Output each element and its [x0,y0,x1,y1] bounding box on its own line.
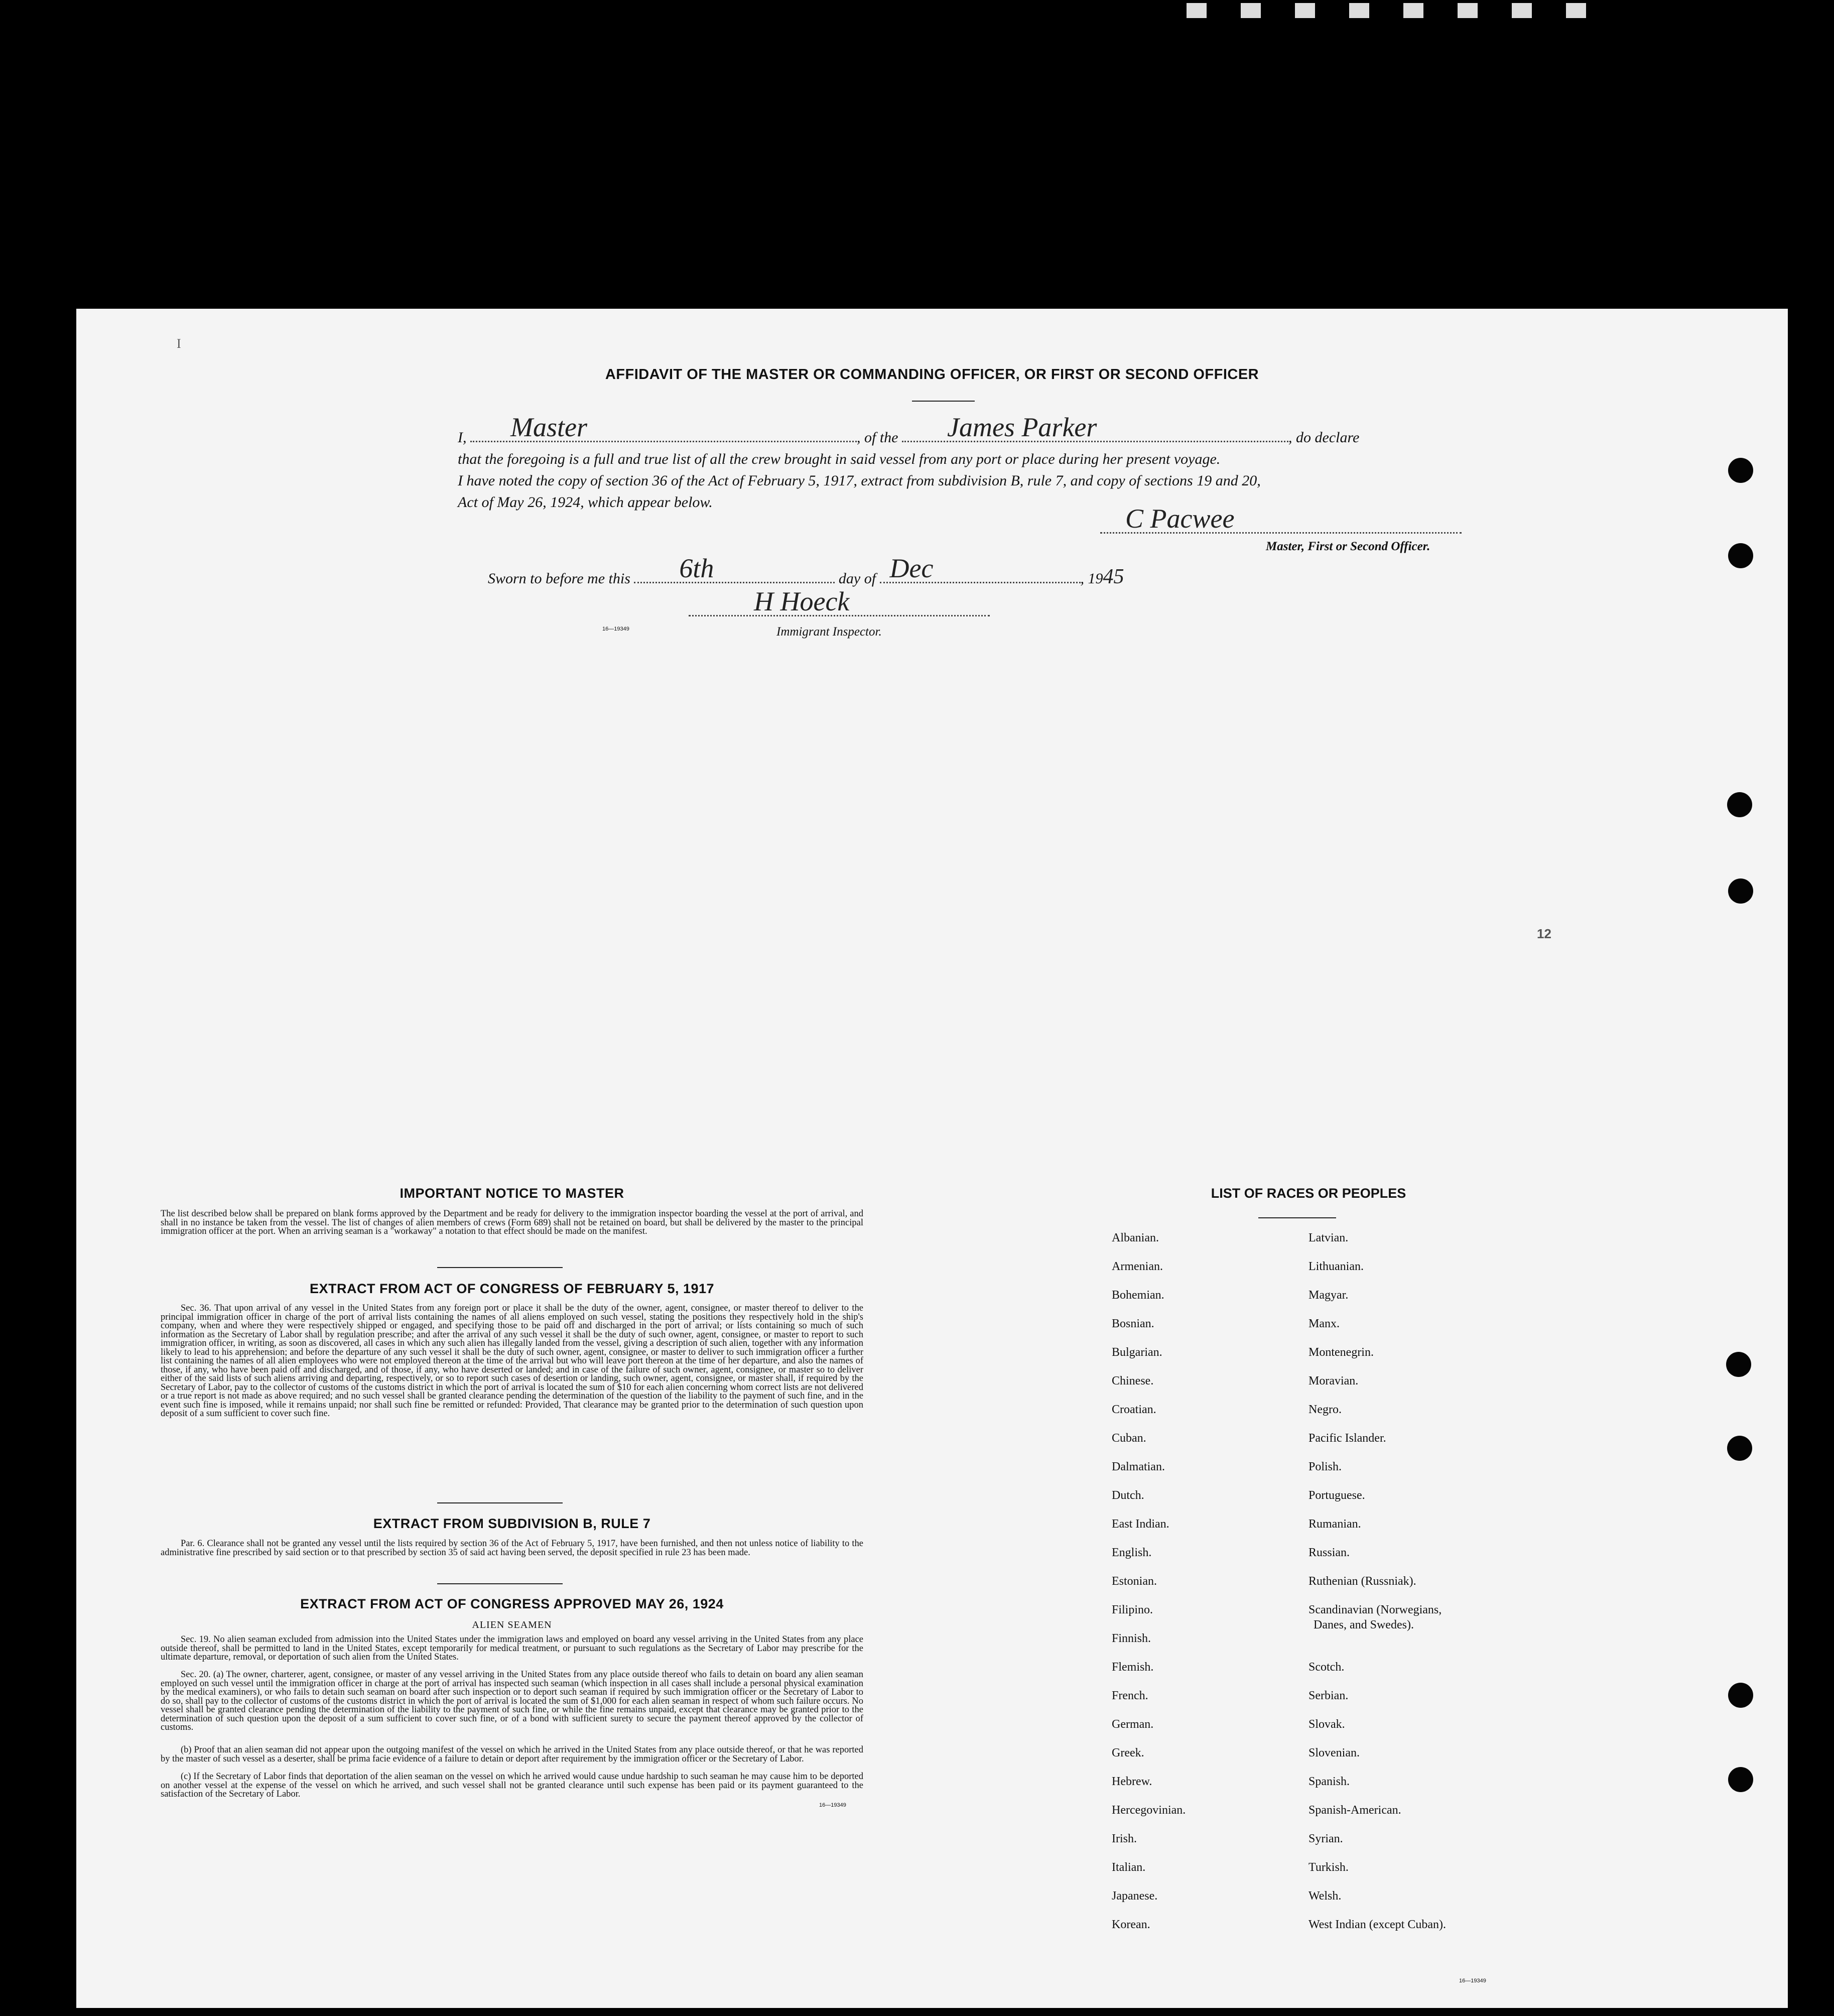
race-item: Danes, and Swedes). [1314,1618,1414,1631]
race-item: Hebrew. [1112,1775,1152,1788]
sec-20c-body: (c) If the Secretary of Labor finds that deportation of the alien seaman on the vessel on which he arrived would cause undue hardship to such seaman he may cause him to be deported on another vessel at the expense of the vessel on which he arrived, and such vessel shall not be granted clearance until such expense has been paid or its payment guaranteed to the satisfaction of the Secretary of Labor. [161,1772,863,1799]
race-item: Turkish. [1308,1861,1349,1874]
race-item: Finnish. [1112,1632,1151,1645]
punch-hole [1727,792,1752,817]
divider [912,401,975,402]
sec-20b-body: (b) Proof that an alien seaman did not appear upon the outgoing manifest of the vessel on which he arrived in the United States from any place outside thereof, or that he was reported by the master of such vessel as a deserter, shall be prima facie evidence of a failure to detain or deport after requirement by the immigration officer or the Secretary of Labor. [161,1745,863,1764]
race-item: English. [1112,1546,1152,1559]
race-item: Latvian. [1308,1231,1349,1244]
race-item: Lithuanian. [1308,1260,1364,1273]
divider [1258,1217,1336,1218]
day-field [634,553,835,583]
race-item: Bulgarian. [1112,1346,1162,1359]
handwritten-month: Dec [889,553,934,583]
race-item: Japanese. [1112,1889,1158,1903]
extract-1917-title: EXTRACT FROM ACT OF CONGRESS OF FEBRUARY 5, 1917 [309,1281,715,1296]
divider [437,1267,563,1268]
inspector-signature: H Hoeck [754,586,850,616]
races-title: LIST OF RACES OR PEOPLES [1211,1186,1406,1201]
divider [437,1583,563,1584]
race-item: German. [1112,1718,1154,1731]
side-number: 12 [1537,926,1551,941]
sworn-label: Sworn to before me this [488,570,630,587]
punch-hole [1728,458,1753,483]
notice-title: IMPORTANT NOTICE TO MASTER [400,1186,624,1201]
master-name-field [470,412,857,442]
race-item: Magyar. [1308,1289,1349,1302]
race-item: Scotch. [1308,1661,1345,1674]
race-item: Armenian. [1112,1260,1163,1273]
race-item: Slovak. [1308,1718,1345,1731]
race-item: French. [1112,1689,1148,1702]
race-item: Manx. [1308,1317,1340,1330]
vessel-name-field [902,412,1288,442]
form-code: 16—19349 [602,626,629,632]
race-item: Bohemian. [1112,1289,1164,1302]
month-field [880,553,1081,583]
sec-19-body: Sec. 19. No alien seaman excluded from admission into the United States under the immigration laws and employed on board any vessel arriving in the United States from any place outside thereof, shall be permitted to land in the United States, except temporarily for medical treatment, or pursuant to such regulations as the Secretary of Labor may prescribe for the ultimate departure, removal, or deportation of such alien from the United States. [161,1634,863,1662]
declaration-line-4: Act of May 26, 1924, which appear below. [458,494,713,511]
notice-body: The list described below shall be prepared on blank forms approved by the Department and be ready for delivery to the immigration inspector boarding the vessel at the port of arrival, and shall in no instance be taken from the vessel. The list of changes of alien members of crews (Form 689) shall not be retained on board, but shall be delivered by the master to the principal immigration officer at the port. When an arriving seaman is a "workaway" a notation to that effect should be made on the manifest. [161,1209,863,1236]
race-item: Greek. [1112,1746,1144,1759]
race-item: Negro. [1308,1403,1342,1416]
race-item: Flemish. [1112,1661,1154,1674]
sworn-line [488,553,1124,589]
film-edge-marks [1169,0,1822,30]
divider [437,1502,563,1503]
race-item: Dalmatian. [1112,1460,1165,1473]
extract-rule7-title: EXTRACT FROM SUBDIVISION B, RULE 7 [373,1516,651,1531]
day-of-label: day of [838,570,876,587]
i-label: I, [458,429,467,446]
race-item: Syrian. [1308,1832,1343,1845]
race-item: Bosnian. [1112,1317,1154,1330]
race-item: Moravian. [1308,1374,1359,1388]
extract-1917-body: Sec. 36. That upon arrival of any vessel in the United States from any foreign port or place it shall be the duty of the owner, agent, consignee, or master thereof to deliver to the principal immigration officer in charge of the port of arrival lists containing the names of all aliens employed on such vessel, stating the positions they respectively hold in the ship's company, when and where they were respectively shipped or engaged, and specifying those to be paid off and discharged in the port of arrival; or lists containing so much of such information as the Secretary of Labor shall by regulation prescribe; and after the arrival of any such vessel it shall be the duty of such owner, agent, consignee, or master to report to such immigration officer, in writing, as soon as discovered, all cases in which any such alien has illegally landed from the vessel, giving a description of such alien, together with any information likely to lead to his apprehension; and before the departure of any such vessel it shall be the duty of such owner, agent, consignee, or master to deliver to such immigration officer a further list containing the names of all alien employees who were not employed thereon at the time of the arrival but who will leave port thereon at the time of her departure, and also the names of those, if any, who have been paid off and discharged, and of those, if any, who have deserted or landed; and in case of the failure of such owner, agent, consignee, or master so to deliver either of the said lists of such aliens arriving and departing, respectively, or so to report such cases of desertion or landing, such owner, agent, consignee, or master shall, if required by the Secretary of Labor, pay to the collector of customs of the customs district in which the port of arrival is located the sum of $10 for each alien concerning whom correct lists are not delivered or a true report is not made as above required; and no such vessel shall be granted clearance pending the determination of the question of the liability to the payment of such fine, and in the event such fine is imposed, while it remains unpaid; nor shall such fine be remitted or refunded: Provided, That clearance may be granted prior to the determination of such question upon deposit of a sum sufficient to cover such fine. [161,1303,863,1419]
race-item: Filipino. [1112,1603,1153,1616]
race-item: Russian. [1308,1546,1350,1559]
race-item: Slovenian. [1308,1746,1360,1759]
race-item: Ruthenian (Russniak). [1308,1575,1416,1588]
race-item: Scandinavian (Norwegians, [1308,1603,1442,1616]
extract-1924-title: EXTRACT FROM ACT OF CONGRESS APPROVED MAY 26, 1924 [300,1596,724,1611]
race-item: Montenegrin. [1308,1346,1374,1359]
year-prefix: , 19 [1080,570,1103,587]
document-page [76,309,1788,2008]
inspector-signature-field [689,587,990,616]
alien-seamen-subtitle: ALIEN SEAMEN [472,1619,552,1630]
race-item: Irish. [1112,1832,1137,1845]
handwritten-name: Master [510,412,587,442]
race-item: Welsh. [1308,1889,1342,1903]
declaration-line-1 [458,412,1360,446]
race-item: Rumanian. [1308,1518,1361,1531]
master-signature: C Pacwee [1125,503,1235,534]
race-item: Polish. [1308,1460,1342,1473]
race-item: Spanish-American. [1308,1804,1401,1817]
do-declare-label: , do declare [1288,429,1360,446]
race-item: Korean. [1112,1918,1150,1931]
handwritten-vessel: James Parker [947,412,1097,442]
race-item: Estonian. [1112,1575,1157,1588]
master-signature-field [1100,502,1462,534]
race-item: Spanish. [1308,1775,1350,1788]
race-item: Serbian. [1308,1689,1349,1702]
form-code: 16—19349 [819,1802,846,1808]
race-item: West Indian (except Cuban). [1308,1918,1446,1931]
punch-hole [1728,1767,1753,1792]
race-item: East Indian. [1112,1518,1169,1531]
punch-hole [1728,878,1753,904]
race-item: Chinese. [1112,1374,1154,1388]
race-item: Croatian. [1112,1403,1156,1416]
extract-rule7-body: Par. 6. Clearance shall not be granted any vessel until the lists required by section 36 of the Act of February 5, 1917, have been furnished, and then not unless notice of liability to the administrative fine prescribed by said section or to that prescribed by section 35 of said act having been served, the deposit specified in rule 23 has been made. [161,1539,863,1558]
punch-hole [1726,1352,1751,1377]
punch-hole [1727,1436,1752,1461]
corner-mark: I [177,336,181,351]
handwritten-day: 6th [679,553,714,583]
of-the-label: , of the [857,429,898,446]
race-item: Italian. [1112,1861,1146,1874]
affidavit-title: AFFIDAVIT OF THE MASTER OR COMMANDING OFFICER, OR FIRST OR SECOND OFFICER [605,366,1259,383]
race-item: Cuban. [1112,1432,1146,1445]
declaration-line-2: that the foregoing is a full and true list of all the crew brought in said vessel from any port or place during her present voyage. [458,451,1221,467]
punch-hole [1728,1683,1753,1708]
race-item: Portuguese. [1308,1489,1365,1502]
handwritten-year: 45 [1103,565,1124,588]
punch-hole [1728,543,1753,568]
race-item: Hercegovinian. [1112,1804,1186,1817]
signature-caption: Master, First or Second Officer. [1266,540,1430,553]
race-item: Albanian. [1112,1231,1159,1244]
inspector-caption: Immigrant Inspector. [776,625,882,639]
race-item: Dutch. [1112,1489,1144,1502]
sec-20a-body: Sec. 20. (a) The owner, charterer, agent, consignee, or master of any vessel arriving in the United States from any place outside thereof who fails to detain on board any alien seaman employed on such vessel until the immigration officer in charge at the port of arrival has inspected such seaman (which inspection in all cases shall include a personal physical examination by the medical examiners), or who fails to detain such seaman on board after such inspection or to deport such seaman if required by such immigration officer or the Secretary of Labor to do so, shall pay to the collector of customs of the customs district in which the port of arrival is located the sum of $1,000 for each alien seaman in respect of whom such failure occurs. No vessel shall be granted clearance pending the determination of the liability to the payment of such fine, or while the fine remains unpaid, except that clearance may be granted prior to the determination of such question upon the deposit of a sum sufficient to cover such fine, or of a bond with sufficient surety to secure the payment thereof approved by the collector of customs. [161,1670,863,1732]
declaration-line-3: I have noted the copy of section 36 of the Act of February 5, 1917, extract from subdivision B, rule 7, and copy of sections 19 and 20, [458,472,1261,489]
form-code: 16—19349 [1459,1978,1486,1984]
race-item: Pacific Islander. [1308,1432,1386,1445]
